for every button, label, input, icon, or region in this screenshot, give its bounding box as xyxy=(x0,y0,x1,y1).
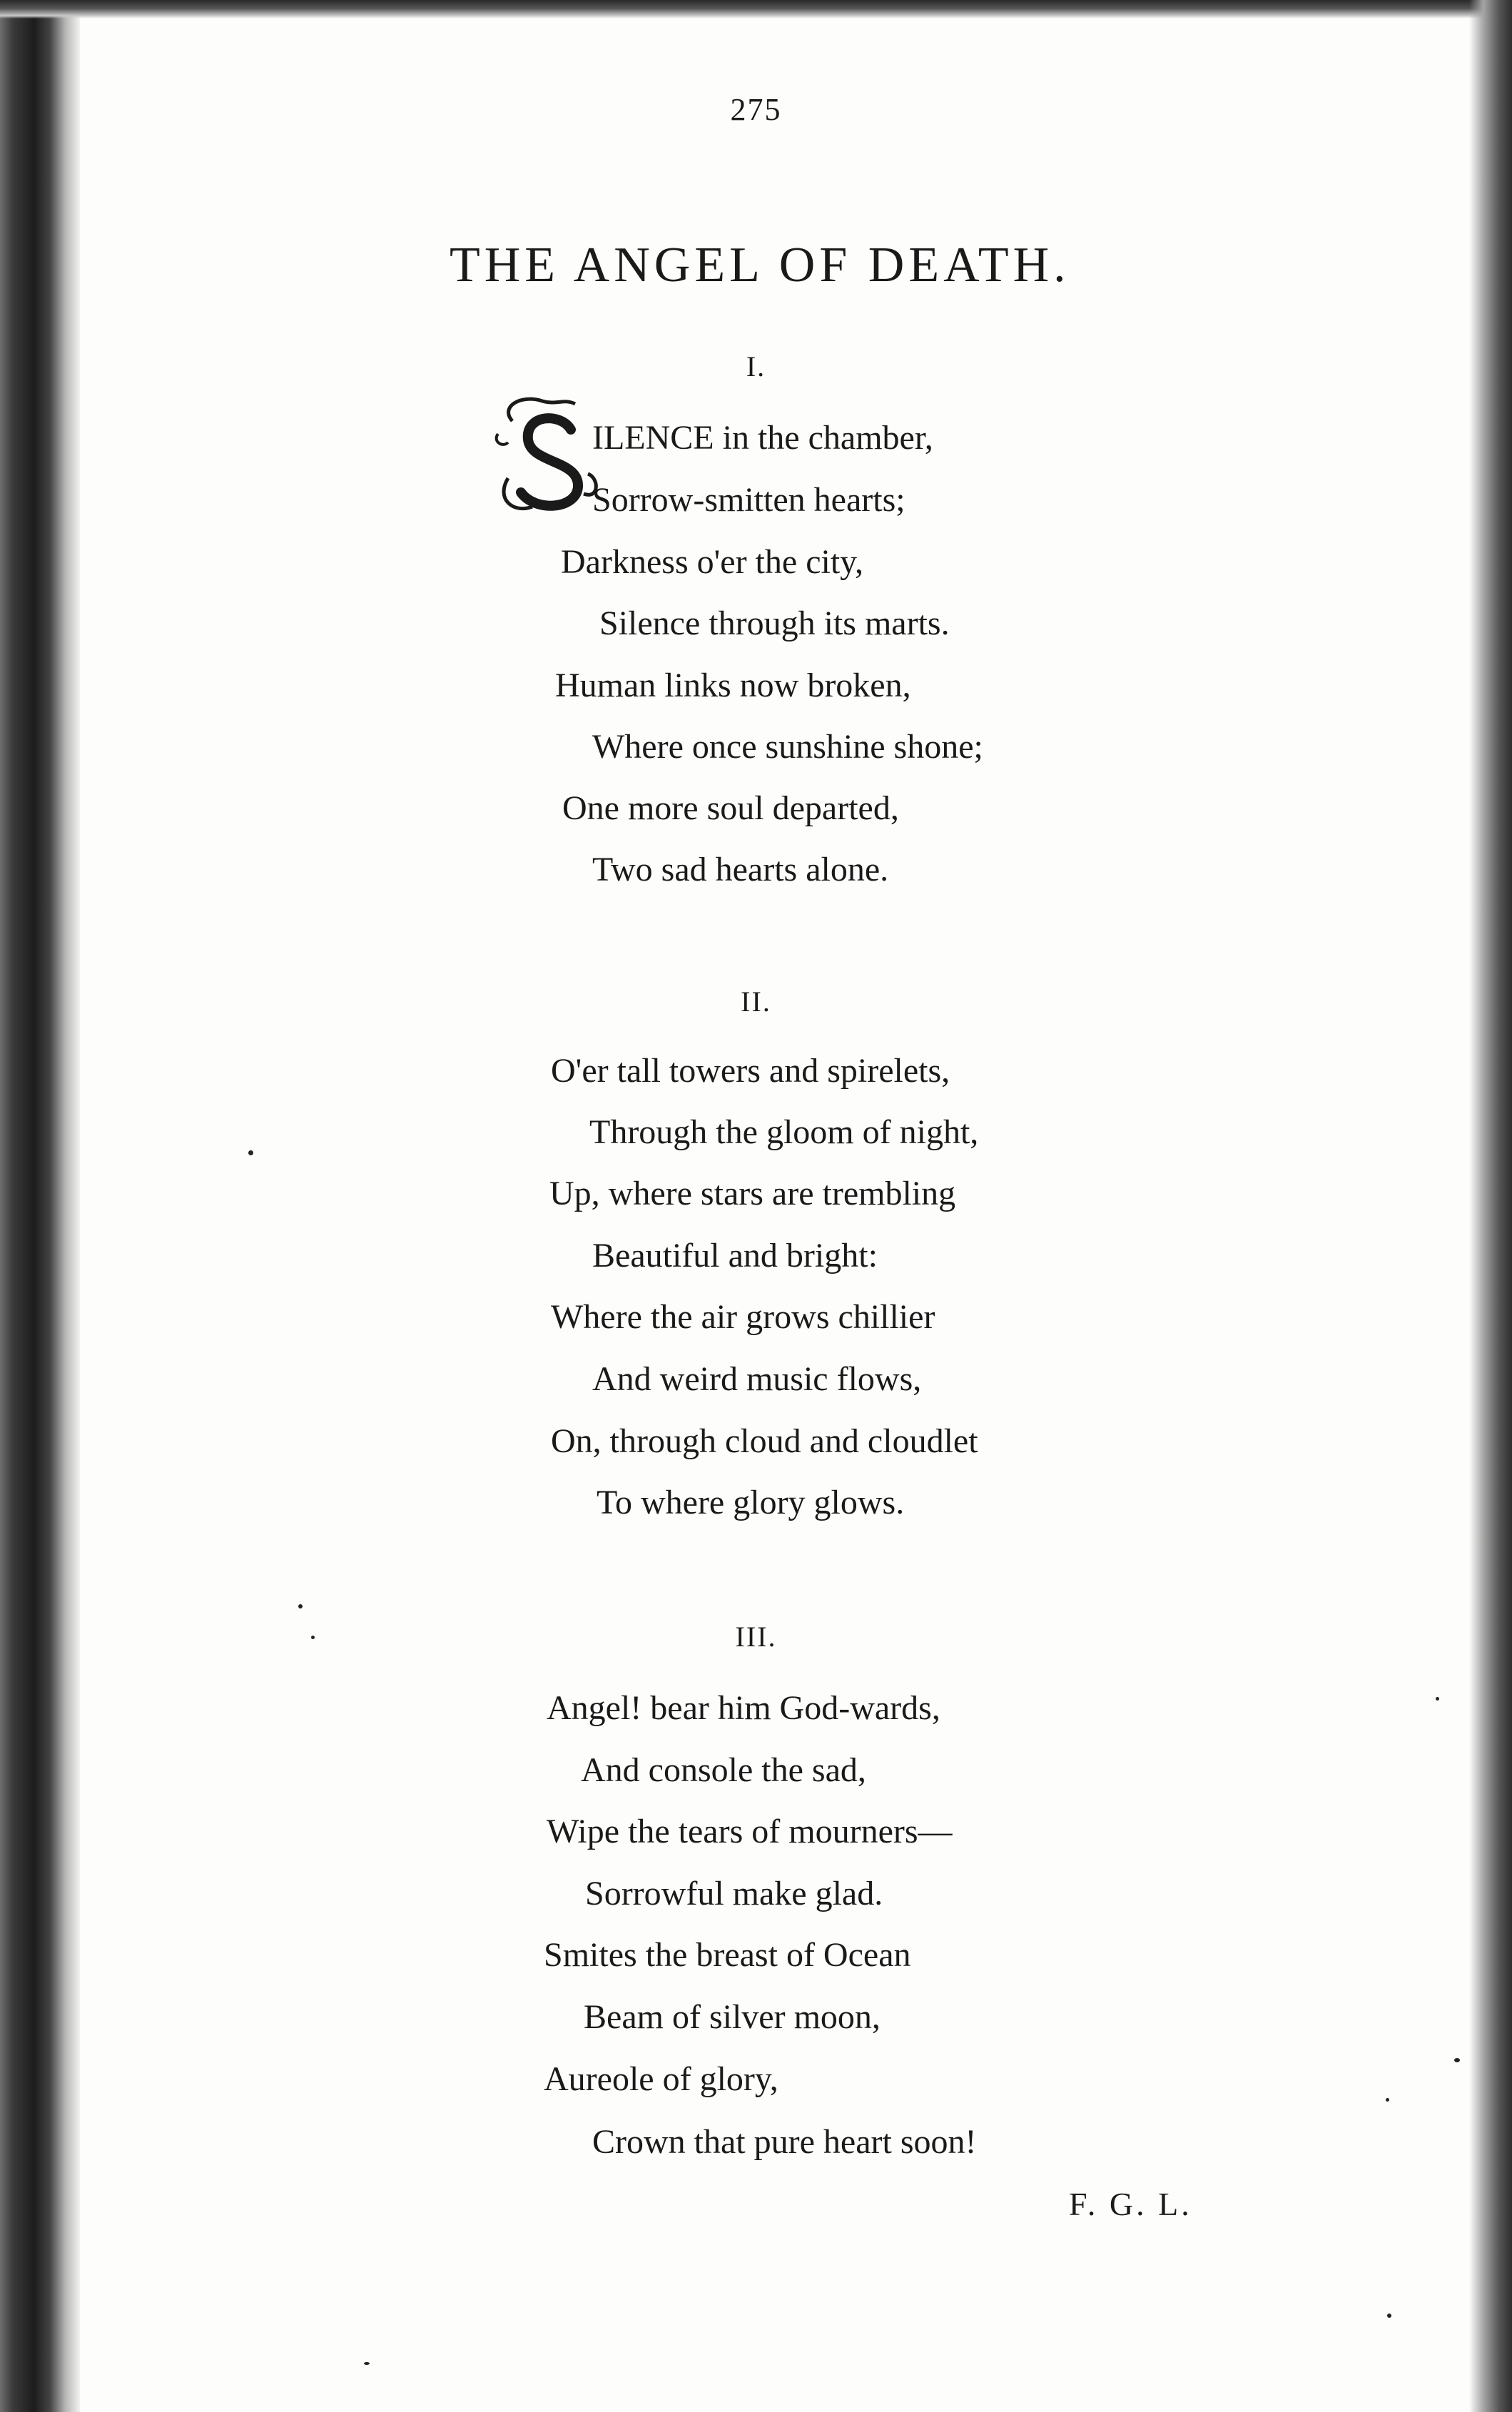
stanza-1-line-7: One more soul departed, xyxy=(562,789,899,827)
stanza-3-line-7: Aureole of glory, xyxy=(544,2060,778,2098)
stanza-3-line-8: Crown that pure heart soon! xyxy=(592,2123,977,2161)
stanza-2-line-4: Beautiful and bright: xyxy=(592,1237,878,1275)
scan-speck xyxy=(298,1604,303,1608)
poem-title: THE ANGEL OF DEATH. xyxy=(450,238,1070,293)
stanza-1-line-8: Two sad hearts alone. xyxy=(592,851,889,888)
scan-speck xyxy=(1436,1697,1439,1701)
stanza-2-line-3: Up, where stars are trembling xyxy=(549,1175,956,1212)
author-signature: F. G. L. xyxy=(1069,2186,1192,2222)
scan-speck xyxy=(364,2362,370,2365)
ornamental-drop-cap xyxy=(492,392,607,514)
scan-speck xyxy=(1454,2058,1460,2062)
stanza-3-line-4: Sorrowful make glad. xyxy=(585,1875,883,1912)
stanza-2-line-7: On, through cloud and cloudlet xyxy=(551,1422,978,1460)
stanza-3-line-3: Wipe the tears of mourners— xyxy=(547,1813,953,1850)
stanza-2-line-5: Where the air grows chillier xyxy=(551,1298,935,1336)
stanza-2-line-2: Through the gloom of night, xyxy=(589,1113,979,1151)
scan-speck xyxy=(311,1636,315,1639)
stanza-1-line-4: Silence through its marts. xyxy=(599,604,950,642)
stanza-1-line-6: Where once sunshine shone; xyxy=(592,728,983,766)
stanza-2-line-1: O'er tall towers and spirelets, xyxy=(551,1052,950,1090)
stanza-3-line-5: Smites the breast of Ocean xyxy=(544,1936,911,1974)
stanza-numeral-1: I. xyxy=(746,350,766,382)
stanza-3-line-6: Beam of silver moon, xyxy=(584,1998,881,2036)
stanza-1-line-1: ILENCE in the chamber, xyxy=(592,419,933,457)
scan-speck xyxy=(248,1150,253,1155)
top-edge xyxy=(0,0,1512,19)
stanza-3-line-2: And console the sad, xyxy=(581,1751,866,1789)
stanza-1-line-5: Human links now broken, xyxy=(555,667,911,704)
scan-speck xyxy=(1387,2314,1391,2318)
stanza-1-line-3: Darkness o'er the city, xyxy=(561,543,864,581)
stanza-1-line-2: Sorrow-smitten hearts; xyxy=(592,481,905,519)
stanza-2-line-8: To where glory glows. xyxy=(597,1484,905,1521)
scan-speck xyxy=(1386,2098,1389,2102)
stanza-numeral-3: III. xyxy=(735,1621,777,1653)
stanza-numeral-2: II. xyxy=(741,985,771,1018)
stanza-2-line-6: And weird music flows, xyxy=(592,1360,922,1398)
page-number: 275 xyxy=(730,92,782,127)
stanza-3-line-1: Angel! bear him God-wards, xyxy=(547,1689,940,1727)
